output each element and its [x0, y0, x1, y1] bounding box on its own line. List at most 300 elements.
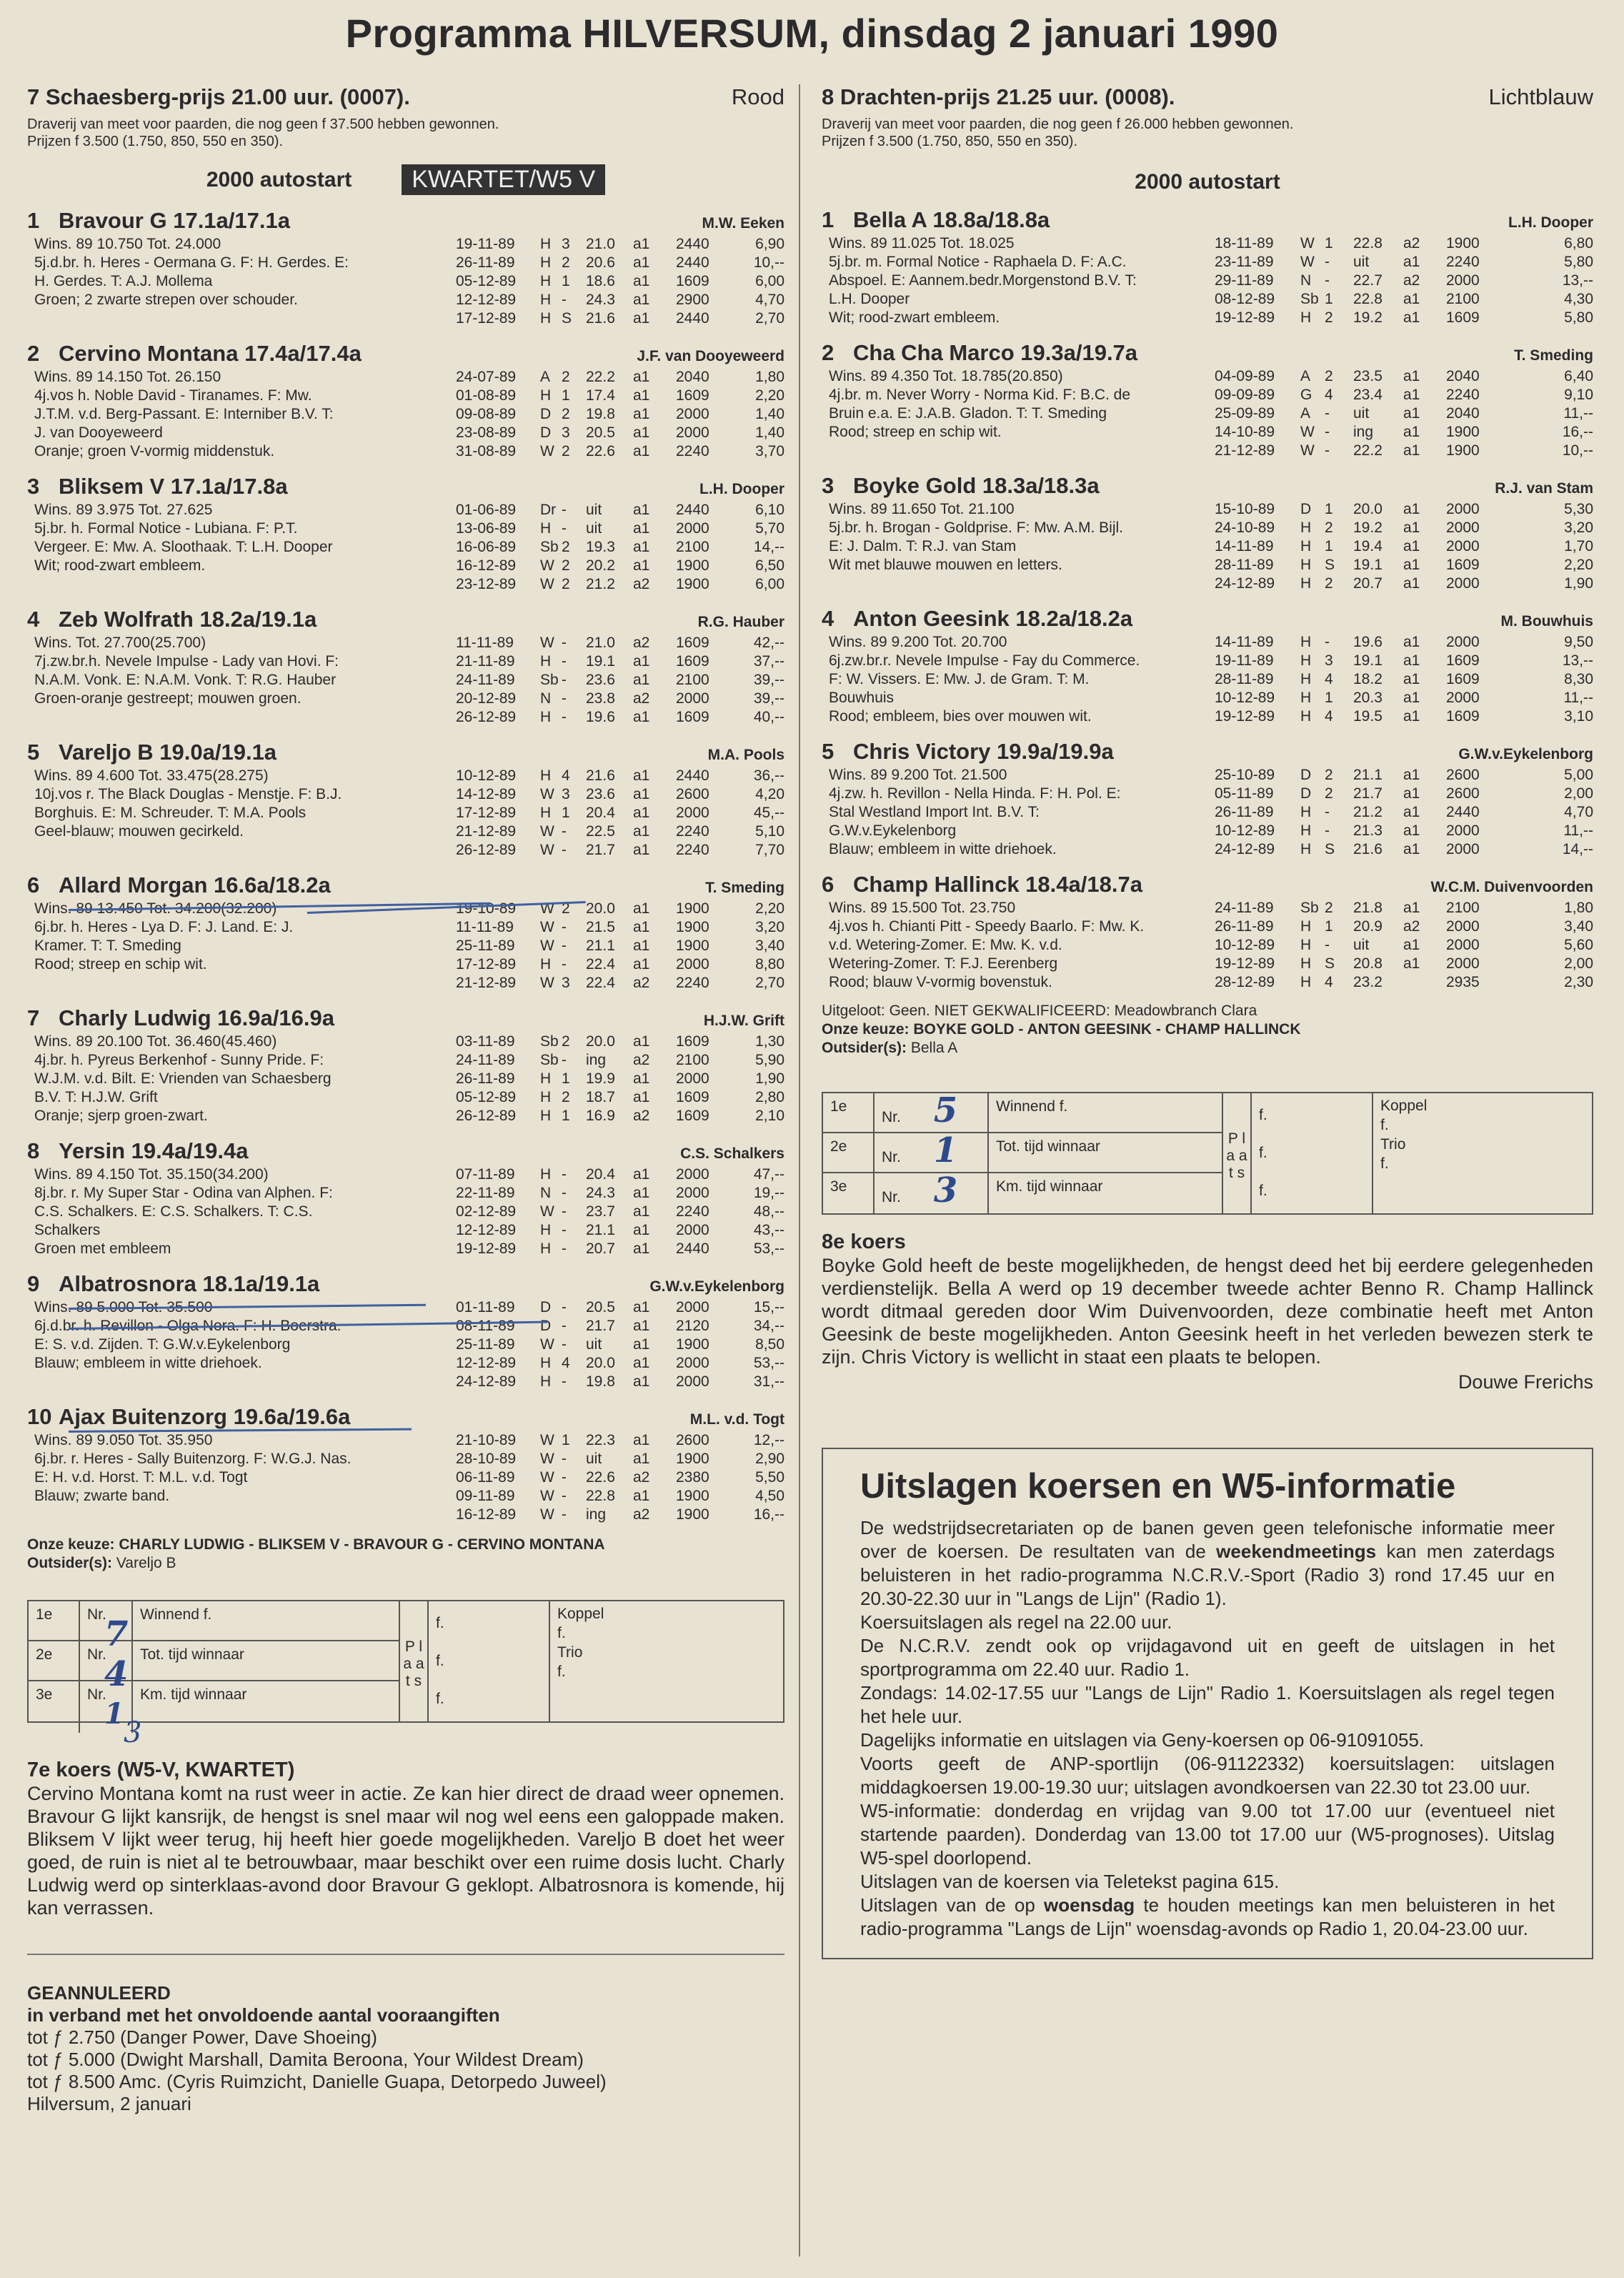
- result-cell: 2000: [1446, 519, 1480, 536]
- result-cell: S: [1325, 841, 1335, 857]
- result-cell: -: [562, 502, 567, 518]
- horse-driver: L.H. Dooper: [1508, 214, 1593, 231]
- horse-info-line: Blauw; zwarte band.: [34, 1488, 170, 1504]
- horse-info-line: Wins. 89 5.000 Tot. 35.500: [34, 1299, 213, 1315]
- result-cell: 18.6: [586, 273, 615, 289]
- form-plaats-label: P l a a t s: [1223, 1093, 1252, 1213]
- horse-name: Bravour G 17.1a/17.1a: [59, 208, 290, 233]
- info-paragraph: De N.C.R.V. zendt ook op vrijdagavond uit en geeft de uitslagen in het sportprogramma om 22.40 uur. Radio 1.: [860, 1635, 1555, 1680]
- result-cell: 1: [1325, 690, 1333, 706]
- horse-name: Yersin 19.4a/19.4a: [59, 1138, 249, 1163]
- result-cell: 1609: [676, 709, 709, 725]
- result-cell: 1609: [676, 273, 709, 289]
- horse-results: [456, 235, 784, 328]
- result-cell: 1609: [676, 1033, 709, 1050]
- info-paragraph: W5-informatie: donderdag en vrijdag van 9.00 tot 17.00 uur (eventueel niet startende paarden). Donderdag van 13.00 tot 17.00 uur (W5-prognoses). Uitslag W5-spel doorlopend.: [860, 1800, 1555, 1869]
- result-cell: 26-11-89: [1215, 804, 1274, 820]
- info-paragraph: Uitslagen van de koersen via Teletekst pagina 615.: [860, 1871, 1280, 1892]
- horse-results: [456, 767, 784, 860]
- result-row: [456, 1317, 784, 1336]
- horse-name: Chris Victory 19.9a/19.9a: [853, 739, 1114, 764]
- result-cell: a1: [633, 919, 650, 935]
- result-cell: 4: [562, 1355, 570, 1371]
- result-cell: 5,90: [755, 1052, 784, 1068]
- result-cell: a1: [1403, 519, 1420, 536]
- result-cell: A: [540, 369, 551, 385]
- outsider-label: Outsider(s):: [27, 1555, 113, 1571]
- result-cell: 2000: [1446, 634, 1480, 650]
- result-cell: a1: [1403, 634, 1420, 650]
- info-text: Uitslagen van de op: [860, 1894, 1045, 1916]
- result-cell: a1: [1403, 955, 1420, 972]
- horse-header: [822, 872, 1593, 897]
- result-cell: D: [1300, 767, 1312, 783]
- result-cell: 12-12-89: [456, 292, 517, 308]
- form-places: [823, 1090, 1223, 1213]
- result-cell: W: [540, 975, 554, 991]
- race-8-distance: 2000 autostart: [1135, 170, 1280, 194]
- form-f: f.: [1259, 1144, 1267, 1161]
- form-km-time-label: Km. tijd winnaar: [996, 1178, 1103, 1195]
- result-cell: 21-10-89: [456, 1432, 517, 1448]
- result-row: [456, 767, 784, 785]
- result-row: [456, 291, 784, 309]
- horse-body: [822, 633, 1593, 726]
- result-cell: 36,--: [753, 767, 784, 784]
- horse-number: 3: [27, 474, 40, 499]
- horse-info-line: Geel-blauw; mouwen gecirkeld.: [34, 823, 244, 840]
- form-row-3: [823, 1170, 1222, 1213]
- result-cell: -: [562, 1203, 567, 1220]
- result-cell: 25-11-89: [456, 1336, 515, 1353]
- form-nr-label: Nr.: [87, 1646, 106, 1663]
- race-7-verdict: [27, 1759, 784, 1919]
- result-cell: 1900: [676, 557, 709, 574]
- race-8-title: 8 Drachten-prijs 21.25 uur. (0008).: [822, 84, 1175, 109]
- result-cell: 4: [562, 767, 570, 784]
- race-7-picks: [27, 1536, 784, 1573]
- result-cell: H: [540, 709, 552, 725]
- result-cell: a1: [1403, 708, 1420, 725]
- result-cell: a1: [1403, 785, 1420, 802]
- result-cell: 2600: [676, 786, 709, 802]
- result-row: [1215, 633, 1593, 652]
- horse-body: [27, 368, 784, 461]
- result-cell: 5,30: [1564, 501, 1593, 517]
- result-cell: 22.4: [586, 975, 615, 991]
- race-7-header: [27, 84, 784, 110]
- result-cell: -: [562, 1222, 567, 1238]
- result-row: [456, 405, 784, 424]
- result-cell: 1609: [1446, 652, 1480, 669]
- horse-info-line: F: W. Vissers. E: Mw. J. de Gram. T: M.: [829, 671, 1090, 687]
- result-cell: a1: [633, 292, 650, 308]
- result-cell: D: [540, 1318, 552, 1334]
- result-cell: -: [562, 635, 567, 651]
- horse-info-line: Wins. 89 11.025 Tot. 18.025: [829, 235, 1015, 252]
- result-cell: 11-11-89: [456, 635, 514, 651]
- result-cell: a2: [633, 1108, 650, 1124]
- horse-header: [27, 1138, 784, 1164]
- info-paragraph: [860, 1894, 1555, 1941]
- result-cell: 1900: [676, 900, 709, 917]
- result-cell: 17.4: [586, 387, 615, 404]
- result-cell: 47,--: [753, 1166, 784, 1183]
- result-cell: 3,40: [755, 937, 784, 954]
- horse-results: [1215, 367, 1593, 460]
- form-place-label: 2e: [29, 1641, 80, 1695]
- result-cell: 19.9: [586, 1070, 615, 1087]
- horse-info-line: Groen-oranje gestreept; mouwen groen.: [34, 690, 302, 707]
- cancellations: [27, 1982, 784, 2115]
- horse-info-line: 5j.d.br. h. Heres - Oermana G. F: H. Gerdes. E:: [34, 254, 349, 271]
- result-cell: D: [540, 1299, 552, 1315]
- result-cell: a1: [633, 937, 650, 954]
- result-cell: 2380: [676, 1469, 709, 1486]
- result-cell: 18.2: [1353, 671, 1383, 687]
- pick-label: Onze keuze:: [822, 1021, 910, 1038]
- form-f: f.: [1259, 1183, 1267, 1200]
- horse-body: [822, 899, 1593, 992]
- result-cell: 19-11-89: [456, 236, 515, 252]
- result-cell: 21.7: [586, 1318, 615, 1334]
- result-cell: 2,80: [755, 1089, 784, 1105]
- result-cell: H: [1300, 557, 1312, 573]
- result-cell: 25-10-89: [1215, 767, 1275, 783]
- result-cell: -: [562, 520, 567, 537]
- result-cell: 2: [562, 443, 570, 459]
- horse-entry: [27, 208, 784, 328]
- result-cell: H: [540, 805, 552, 821]
- result-row: [456, 785, 784, 804]
- condition-line: Draverij van meet voor paarden, die nog geen f 26.000 hebben gewonnen.: [822, 116, 1294, 132]
- result-row: [456, 1184, 784, 1203]
- result-cell: a1: [633, 1089, 650, 1105]
- result-cell: 09-08-89: [456, 406, 517, 422]
- result-cell: 4: [1325, 387, 1333, 403]
- result-cell: 42,--: [753, 635, 784, 651]
- horse-info-line: Groen met embleem: [34, 1240, 171, 1257]
- result-cell: H: [1300, 974, 1312, 990]
- result-cell: 1,30: [755, 1033, 784, 1050]
- horse-info-line: Bouwhuis: [829, 690, 895, 706]
- result-cell: 1,80: [755, 369, 784, 385]
- result-row: [456, 937, 784, 955]
- result-cell: 20.3: [1353, 690, 1383, 706]
- result-cell: W: [540, 576, 554, 592]
- result-cell: 21-12-89: [456, 823, 517, 840]
- race-8-horse-list: [822, 207, 1593, 992]
- result-cell: -: [562, 1469, 567, 1486]
- result-cell: a1: [633, 369, 650, 385]
- result-cell: H: [540, 520, 552, 537]
- result-row: [456, 1431, 784, 1450]
- horse-header: [822, 473, 1593, 499]
- result-cell: 1900: [1446, 235, 1480, 252]
- result-cell: 11-11-89: [456, 919, 514, 935]
- result-cell: 2100: [676, 672, 709, 688]
- result-cell: [1403, 973, 1446, 992]
- result-row: [456, 690, 784, 708]
- result-cell: 2000: [676, 406, 709, 422]
- result-cell: a1: [633, 672, 650, 688]
- result-row: [456, 254, 784, 272]
- race-7-conditions: [27, 116, 784, 150]
- horse-results: [456, 900, 784, 993]
- result-row: [456, 538, 784, 557]
- result-cell: 5,80: [1564, 309, 1593, 326]
- result-cell: -: [1325, 405, 1330, 422]
- result-cell: 24-11-89: [456, 672, 515, 688]
- result-row: [456, 822, 784, 841]
- result-cell: a1: [1403, 387, 1420, 403]
- result-cell: 3,20: [755, 919, 784, 935]
- result-cell: 1609: [676, 387, 709, 404]
- result-cell: -: [1325, 804, 1330, 820]
- result-cell: 05-12-89: [456, 1089, 517, 1105]
- result-cell: 2000: [676, 956, 709, 973]
- horse-results: [1215, 766, 1593, 859]
- horse-info: [27, 900, 449, 993]
- result-cell: a1: [633, 406, 650, 422]
- result-cell: 2: [562, 254, 570, 271]
- result-cell: 3: [1325, 652, 1333, 669]
- result-cell: 14-11-89: [1215, 538, 1274, 554]
- result-cell: 3,40: [1564, 918, 1593, 935]
- race-7-distance: 2000 autostart: [206, 167, 352, 192]
- result-cell: 11,--: [1563, 822, 1593, 839]
- horse-info: [822, 766, 1207, 859]
- horse-info-line: Borghuis. E: M. Schreuder. T: M.A. Pools: [34, 805, 307, 821]
- result-cell: a1: [633, 1373, 650, 1390]
- result-cell: D: [540, 424, 552, 441]
- result-cell: 11,--: [1563, 405, 1593, 422]
- result-cell: 01-08-89: [456, 387, 517, 404]
- result-cell: -: [562, 1451, 567, 1467]
- result-row: [1215, 689, 1593, 707]
- result-cell: a2: [633, 975, 650, 991]
- result-cell: 22.7: [1353, 272, 1383, 289]
- result-cell: a2: [633, 690, 650, 707]
- result-cell: 2000: [676, 1373, 709, 1390]
- horse-info-line: W.J.M. v.d. Bilt. E: Vrienden van Schaesberg: [34, 1070, 332, 1087]
- horse-body: [27, 501, 784, 594]
- result-cell: A: [1300, 368, 1311, 384]
- result-cell: 23.6: [586, 672, 615, 688]
- result-cell: 26-12-89: [456, 842, 517, 858]
- cancel-line: tot ƒ 8.500 Amc. (Cyris Ruimzicht, Danielle Guapa, Detorpedo Juweel): [27, 2071, 607, 2092]
- result-row: [456, 1165, 784, 1184]
- result-cell: H: [1300, 309, 1312, 326]
- result-cell: a1: [633, 1222, 650, 1238]
- horse-info-line: Rood; blauw V-vormig bovenstuk.: [829, 974, 1052, 990]
- result-row: [456, 1070, 784, 1088]
- form-f: f.: [557, 1663, 566, 1680]
- result-cell: 2600: [1446, 785, 1480, 802]
- result-cell: 39,--: [753, 672, 784, 688]
- form-row-3: [29, 1681, 399, 1731]
- result-row: [1215, 500, 1593, 519]
- result-cell: 2: [562, 539, 570, 555]
- handwritten-number: 7: [104, 1614, 129, 1654]
- result-cell: 14-10-89: [1215, 424, 1275, 440]
- cancel-line: tot ƒ 5.000 (Dwight Marshall, Damita Beroona, Your Wildest Dream): [27, 2049, 584, 2070]
- horse-info-line: 6j.br. h. Heres - Lya D. F: J. Land. E: J.: [34, 919, 294, 935]
- result-cell: 19,--: [753, 1185, 784, 1201]
- form-nr-label: Nr.: [882, 1149, 901, 1165]
- result-cell: a1: [633, 1299, 650, 1315]
- horse-entry: [822, 872, 1593, 992]
- horse-header: [27, 1404, 784, 1430]
- result-cell: H: [1300, 575, 1312, 592]
- result-row: [456, 575, 784, 594]
- result-row: [456, 1240, 784, 1258]
- result-cell: 20.9: [1353, 918, 1383, 935]
- horse-info: [27, 501, 449, 594]
- result-cell: 2040: [1446, 405, 1480, 422]
- result-cell: 43,--: [753, 1222, 784, 1238]
- result-row: [456, 309, 784, 328]
- form-row-2: [29, 1641, 399, 1694]
- result-row: [1215, 367, 1593, 386]
- result-cell: S: [562, 310, 572, 327]
- result-row: [1215, 899, 1593, 917]
- result-row: [456, 652, 784, 671]
- page-title: Programma HILVERSUM, dinsdag 2 januari 1990: [345, 11, 1279, 56]
- result-cell: W: [540, 919, 554, 935]
- result-cell: 2240: [676, 842, 709, 858]
- result-cell: 2000: [1446, 575, 1480, 592]
- horse-info-line: Schalkers: [34, 1222, 101, 1238]
- result-cell: 21.8: [1353, 900, 1383, 916]
- horse-info-line: Wins. 89 9.200 Tot. 20.700: [829, 634, 1007, 650]
- horse-results: [456, 634, 784, 727]
- horse-name: Charly Ludwig 16.9a/16.9a: [59, 1005, 334, 1030]
- horse-info-line: G.W.v.Eykelenborg: [829, 822, 957, 839]
- result-cell: 4: [1325, 671, 1333, 687]
- result-cell: 09-09-89: [1215, 387, 1275, 403]
- form-places: [29, 1601, 400, 1731]
- horse-entry: [822, 473, 1593, 593]
- horse-entry: [27, 474, 784, 594]
- result-row: [1215, 537, 1593, 556]
- horse-info: [27, 1165, 449, 1258]
- horse-info-line: C.S. Schalkers. E: C.S. Schalkers. T: C.S.: [34, 1203, 313, 1220]
- result-cell: a1: [1403, 937, 1420, 953]
- result-row: [1215, 404, 1593, 423]
- result-cell: 1900: [1446, 442, 1480, 459]
- result-row: [1215, 936, 1593, 955]
- result-cell: 2000: [676, 805, 709, 821]
- result-cell: 01-11-89: [456, 1299, 515, 1315]
- result-row: [456, 1506, 784, 1524]
- form-winner-label: Winnend f.: [996, 1098, 1068, 1115]
- horse-entry: [27, 740, 784, 860]
- result-cell: a1: [633, 539, 650, 555]
- result-cell: N: [540, 1185, 552, 1201]
- horse-results: [456, 1033, 784, 1125]
- horse-body: [822, 766, 1593, 859]
- horse-body: [27, 1165, 784, 1258]
- form-row-2: [823, 1130, 1222, 1173]
- result-cell: G: [1300, 387, 1312, 403]
- handwritten-number: 3: [124, 1716, 142, 1749]
- cancel-subheading: in verband met het onvoldoende aantal vooraangiften: [27, 2004, 500, 2026]
- horse-number: 10: [27, 1404, 52, 1429]
- result-cell: 15,--: [753, 1299, 784, 1315]
- result-cell: 1900: [1446, 424, 1480, 440]
- horse-results: [1215, 899, 1593, 992]
- result-cell: 21-12-89: [456, 975, 517, 991]
- result-cell: 6,00: [755, 576, 784, 592]
- result-cell: H: [1300, 841, 1312, 857]
- author: Douwe Frerichs: [1458, 1371, 1593, 1393]
- form-koppel-trio: [1373, 1093, 1592, 1213]
- horse-results: [456, 1165, 784, 1258]
- result-cell: 1900: [676, 1506, 709, 1523]
- result-cell: -: [1325, 442, 1330, 459]
- result-cell: a1: [1403, 804, 1420, 820]
- result-cell: 20.5: [586, 1299, 615, 1315]
- race-8-verdict: [822, 1230, 1593, 1393]
- result-cell: 1: [562, 1108, 570, 1124]
- result-cell: 48,--: [753, 1203, 784, 1220]
- result-row: [1215, 272, 1593, 290]
- result-cell: H: [540, 1089, 552, 1105]
- koppel-label: Koppel: [557, 1606, 604, 1622]
- result-cell: a1: [1403, 424, 1420, 440]
- horse-name: Allard Morgan 16.6a/18.2a: [59, 872, 331, 897]
- result-cell: 21.2: [1353, 804, 1383, 820]
- info-text: De wedstrijdsecretariaten op de banen geven geen telefonische informatie meer over de koersen. De resultaten van de: [860, 1517, 1555, 1562]
- result-cell: H: [1300, 708, 1312, 725]
- result-cell: 24-11-89: [1215, 900, 1274, 916]
- result-cell: D: [1300, 785, 1312, 802]
- result-cell: 20.6: [586, 254, 615, 271]
- horse-driver: M. Bouwhuis: [1500, 613, 1593, 630]
- result-cell: -: [562, 1506, 567, 1523]
- result-cell: 2440: [1446, 804, 1480, 820]
- result-cell: a1: [633, 1203, 650, 1220]
- form-place-label: 1e: [823, 1093, 875, 1132]
- result-cell: a1: [633, 1488, 650, 1504]
- horse-driver: T. Smeding: [1514, 347, 1593, 364]
- horse-name: Ajax Buitenzorg 19.6a/19.6a: [59, 1404, 351, 1429]
- horse-header: [27, 872, 784, 898]
- result-cell: -: [562, 653, 567, 670]
- result-cell: 1: [562, 273, 570, 289]
- form-total-time-label: Tot. tijd winnaar: [140, 1646, 244, 1663]
- result-cell: 6,50: [755, 557, 784, 574]
- form-nr-cell: [875, 1130, 989, 1172]
- horse-info-line: Wins. 89 4.150 Tot. 35.150(34.200): [34, 1166, 269, 1183]
- info-text: kan men zaterdags beluisteren in het radio-programma N.C.R.V.-Sport (Radio 3) rond 17.45 uur en 20.30-22.30 uur in "Langs de Lijn" (Radio 1).: [860, 1541, 1555, 1609]
- result-cell: 16,--: [753, 1506, 784, 1523]
- result-cell: 2,00: [1564, 785, 1593, 802]
- result-cell: 15-10-89: [1215, 501, 1275, 517]
- result-cell: W: [540, 823, 554, 840]
- horse-name: Bliksem V 17.1a/17.8a: [59, 474, 288, 499]
- result-cell: 16-12-89: [456, 557, 517, 574]
- column-divider: [799, 84, 800, 2257]
- result-cell: 20.0: [586, 1033, 615, 1050]
- result-cell: 2040: [1446, 368, 1480, 384]
- handwritten-number: 5: [933, 1090, 958, 1130]
- result-cell: 05-12-89: [456, 273, 517, 289]
- result-cell: 1900: [676, 1488, 709, 1504]
- horse-info-line: Groen; 2 zwarte strepen over schouder.: [34, 292, 298, 308]
- result-cell: 16-12-89: [456, 1506, 517, 1523]
